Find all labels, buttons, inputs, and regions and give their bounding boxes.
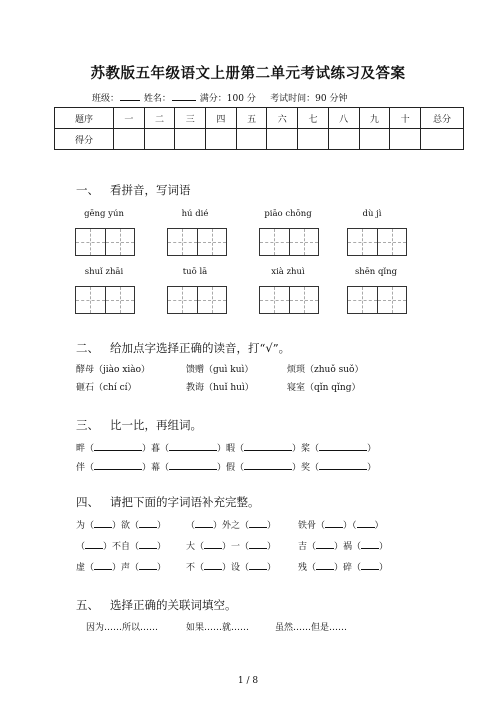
score-cell[interactable] — [421, 129, 464, 150]
conjunction-option: 虽然……但是…… — [275, 623, 348, 633]
conjunction-option: 如果……就…… — [186, 623, 250, 633]
reading-item[interactable]: 酵母（jiào xiào） — [76, 365, 151, 375]
answer-blank[interactable] — [94, 560, 112, 570]
answer-blank[interactable] — [94, 518, 112, 528]
score-table — [54, 107, 464, 150]
page-number: 1 / 8 — [237, 676, 259, 686]
text-segment: ）幕（ — [142, 463, 170, 473]
score-cell[interactable] — [144, 129, 175, 150]
writing-grid[interactable] — [347, 228, 407, 256]
pinyin-label: hú dié — [181, 209, 209, 219]
writing-grid[interactable] — [347, 286, 407, 314]
name-blank — [172, 92, 196, 101]
class-blank — [120, 92, 140, 101]
text-segment: ） — [367, 463, 377, 473]
section-number: 三、 — [76, 418, 99, 432]
answer-blank[interactable] — [361, 560, 379, 570]
text-segment: ） — [367, 444, 377, 454]
reading-item[interactable]: 教诲（huǐ huì） — [186, 383, 254, 393]
score-cell[interactable] — [298, 129, 329, 150]
score-header-row — [55, 108, 464, 129]
pinyin-label: tuō lā — [182, 267, 208, 277]
section-2-heading — [76, 340, 290, 356]
answer-blank[interactable] — [361, 539, 379, 549]
answer-blank[interactable] — [249, 518, 267, 528]
idiom-item: 大（ ）一（ ） — [186, 539, 276, 552]
idiom-item: 吉（ ）祸（ ） — [298, 539, 388, 552]
idiom-item: （ ）不自（ ） — [76, 539, 166, 552]
answer-blank[interactable] — [195, 518, 213, 528]
section-3-heading — [76, 417, 202, 433]
section-4-heading — [76, 494, 260, 510]
answer-blank[interactable] — [244, 441, 292, 451]
name-label: 姓名： — [143, 94, 171, 104]
text-segment: ）暇（ — [217, 444, 245, 454]
answer-blank[interactable] — [94, 460, 142, 470]
writing-grid[interactable] — [167, 228, 227, 256]
section-title: 选择正确的关联词填空。 — [110, 598, 237, 612]
section-number: 一、 — [76, 183, 99, 197]
score-header-cell: 八 — [328, 108, 359, 129]
score-header-cell: 九 — [359, 108, 390, 129]
answer-blank[interactable] — [357, 518, 375, 528]
score-value-row — [55, 129, 464, 150]
score-header-cell: 题序 — [55, 108, 114, 129]
conjunction-option: 因为……所以…… — [86, 623, 159, 633]
idiom-item: 残（ ）碎（ ） — [298, 560, 388, 573]
pinyin-label: xià zhuì — [271, 267, 305, 277]
answer-blank[interactable] — [325, 518, 343, 528]
idiom-item: 为（ ）欲（ ） — [76, 518, 166, 531]
text-segment: ）暮（ — [142, 444, 170, 454]
score-cell[interactable] — [359, 129, 390, 150]
page-title: 苏教版五年级语文上册第二单元考试练习及答案 — [90, 65, 406, 82]
score-cell[interactable] — [328, 129, 359, 150]
text-segment: ）奖（ — [292, 463, 320, 473]
answer-blank[interactable] — [85, 539, 103, 549]
score-header-cell: 二 — [144, 108, 175, 129]
writing-grid[interactable] — [167, 286, 227, 314]
text-segment: 畔（ — [76, 444, 95, 454]
answer-blank[interactable] — [204, 560, 222, 570]
answer-blank[interactable] — [169, 441, 217, 451]
reading-item[interactable]: 馈赠（guì kuì） — [186, 365, 254, 375]
section-number: 四、 — [76, 495, 99, 509]
score-header-cell: 总分 — [421, 108, 464, 129]
score-header-cell: 三 — [175, 108, 206, 129]
idiom-item: （ ）外之（ ） — [186, 518, 276, 531]
pinyin-label: shēn qǐng — [354, 267, 398, 277]
answer-blank[interactable] — [249, 539, 267, 549]
answer-blank[interactable] — [169, 460, 217, 470]
writing-grid[interactable] — [75, 228, 135, 256]
answer-blank[interactable] — [139, 539, 157, 549]
answer-blank[interactable] — [94, 441, 142, 451]
score-header-cell: 五 — [236, 108, 267, 129]
section-title: 看拼音，写词语 — [110, 183, 191, 197]
answer-blank[interactable] — [319, 460, 367, 470]
score-cell[interactable] — [236, 129, 267, 150]
idiom-item: 铁骨（ ）（ ） — [298, 518, 384, 531]
section-number: 五、 — [76, 598, 99, 612]
score-cell[interactable] — [114, 129, 145, 150]
section-1-heading — [76, 182, 191, 198]
word-compare-row — [76, 460, 376, 473]
score-header-cell: 四 — [206, 108, 237, 129]
word-compare-row — [76, 441, 376, 454]
reading-item[interactable]: 烦琐（zhuǒ suǒ） — [287, 365, 364, 375]
answer-blank[interactable] — [316, 560, 334, 570]
class-label: 班级： — [92, 94, 120, 104]
answer-blank[interactable] — [204, 539, 222, 549]
answer-blank[interactable] — [319, 441, 367, 451]
full-score: 满分：100 分 — [199, 94, 256, 104]
score-header-cell: 七 — [298, 108, 329, 129]
writing-grid[interactable] — [259, 228, 319, 256]
answer-blank[interactable] — [249, 560, 267, 570]
score-cell[interactable] — [390, 129, 421, 150]
score-cell[interactable] — [175, 129, 206, 150]
pinyin-label: dù jì — [362, 209, 382, 219]
answer-blank[interactable] — [244, 460, 292, 470]
exam-info — [92, 91, 347, 104]
answer-blank[interactable] — [139, 518, 157, 528]
pinyin-label: shuǐ zhāi — [84, 267, 124, 277]
text-segment: ）假（ — [217, 463, 245, 473]
answer-blank[interactable] — [316, 539, 334, 549]
text-segment: ）桨（ — [292, 444, 320, 454]
pinyin-label: gēng yún — [84, 209, 124, 219]
writing-grid[interactable] — [75, 286, 135, 314]
idiom-item: 虚（ ）声（ ） — [76, 560, 166, 573]
exam-time: 考试时间：90 分钟 — [270, 94, 348, 104]
score-header-cell: 一 — [114, 108, 145, 129]
section-title: 请把下面的字词语补充完整。 — [110, 495, 260, 509]
idiom-item: 不（ ）设（ ） — [186, 560, 276, 573]
reading-item[interactable]: 寝室（qǐn qǐng） — [287, 383, 361, 393]
score-header-cell: 十 — [390, 108, 421, 129]
reading-item[interactable]: 砸石（chí cí） — [76, 383, 137, 393]
section-title: 比一比，再组词。 — [110, 418, 202, 432]
section-5-heading — [76, 597, 237, 613]
text-segment: 伴（ — [76, 463, 95, 473]
score-row-label: 得分 — [55, 129, 114, 150]
section-title: 给加点字选择正确的读音，打“√”。 — [110, 341, 291, 355]
section-number: 二、 — [76, 341, 99, 355]
writing-grid[interactable] — [259, 286, 319, 314]
score-cell[interactable] — [267, 129, 298, 150]
answer-blank[interactable] — [139, 560, 157, 570]
pinyin-label: piāo chōng — [264, 209, 312, 219]
score-header-cell: 六 — [267, 108, 298, 129]
score-cell[interactable] — [206, 129, 237, 150]
